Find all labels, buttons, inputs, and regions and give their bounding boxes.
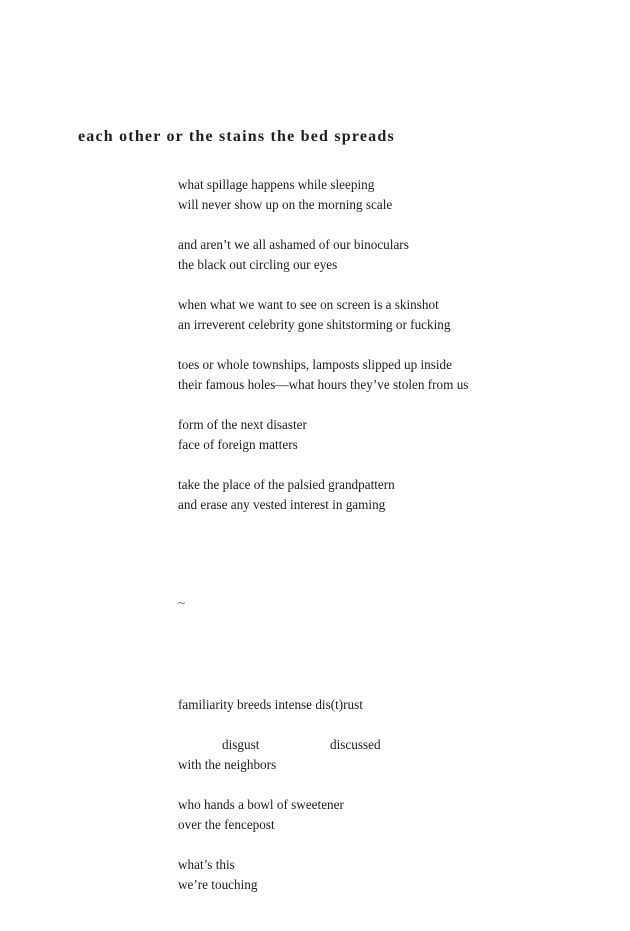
stanza	[178, 855, 618, 895]
stanza	[178, 475, 618, 515]
poem-line: will never show up on the morning scale	[178, 197, 393, 212]
stanza	[178, 295, 618, 335]
poem-line: an irreverent celebrity gone shitstorming or fucking	[178, 317, 451, 332]
poem-line: what’s this	[178, 857, 235, 872]
poem-line: their famous holes—what hours they’ve stolen from us	[178, 377, 469, 392]
stanza	[178, 355, 618, 395]
poem-two-body	[178, 695, 618, 915]
split-word-disgust: disgust	[222, 737, 260, 752]
poem-body	[178, 175, 618, 535]
poem-title: each other or the stains the bed spreads	[78, 128, 395, 145]
split-word-discussed: discussed	[330, 737, 381, 752]
poem-line: with the neighbors	[178, 757, 277, 772]
poem-line: when what we want to see on screen is a skinshot	[178, 297, 439, 312]
poem-line: toes or whole townships, lamposts slipped up inside	[178, 357, 452, 372]
stanza	[178, 795, 618, 835]
poem-line: over the fencepost	[178, 817, 275, 832]
poem-line: and aren’t we all ashamed of our binoculars	[178, 237, 409, 252]
split-line	[178, 735, 618, 755]
stanza	[178, 175, 618, 215]
section-separator: ~	[178, 595, 186, 610]
stanza	[178, 695, 618, 715]
poem-line: and erase any vested interest in gaming	[178, 497, 386, 512]
poem-line: face of foreign matters	[178, 437, 298, 452]
stanza	[178, 735, 618, 775]
stanza	[178, 415, 618, 455]
poem-line: familiarity breeds intense dis(t)rust	[178, 697, 363, 712]
stanza	[178, 235, 618, 275]
poem-line: what spillage happens while sleeping	[178, 177, 375, 192]
poem-line: take the place of the palsied grandpattern	[178, 477, 395, 492]
poem-line: form of the next disaster	[178, 417, 307, 432]
poem-line: who hands a bowl of sweetener	[178, 797, 344, 812]
poem-line: the black out circling our eyes	[178, 257, 338, 272]
poem-line: we’re touching	[178, 877, 258, 892]
